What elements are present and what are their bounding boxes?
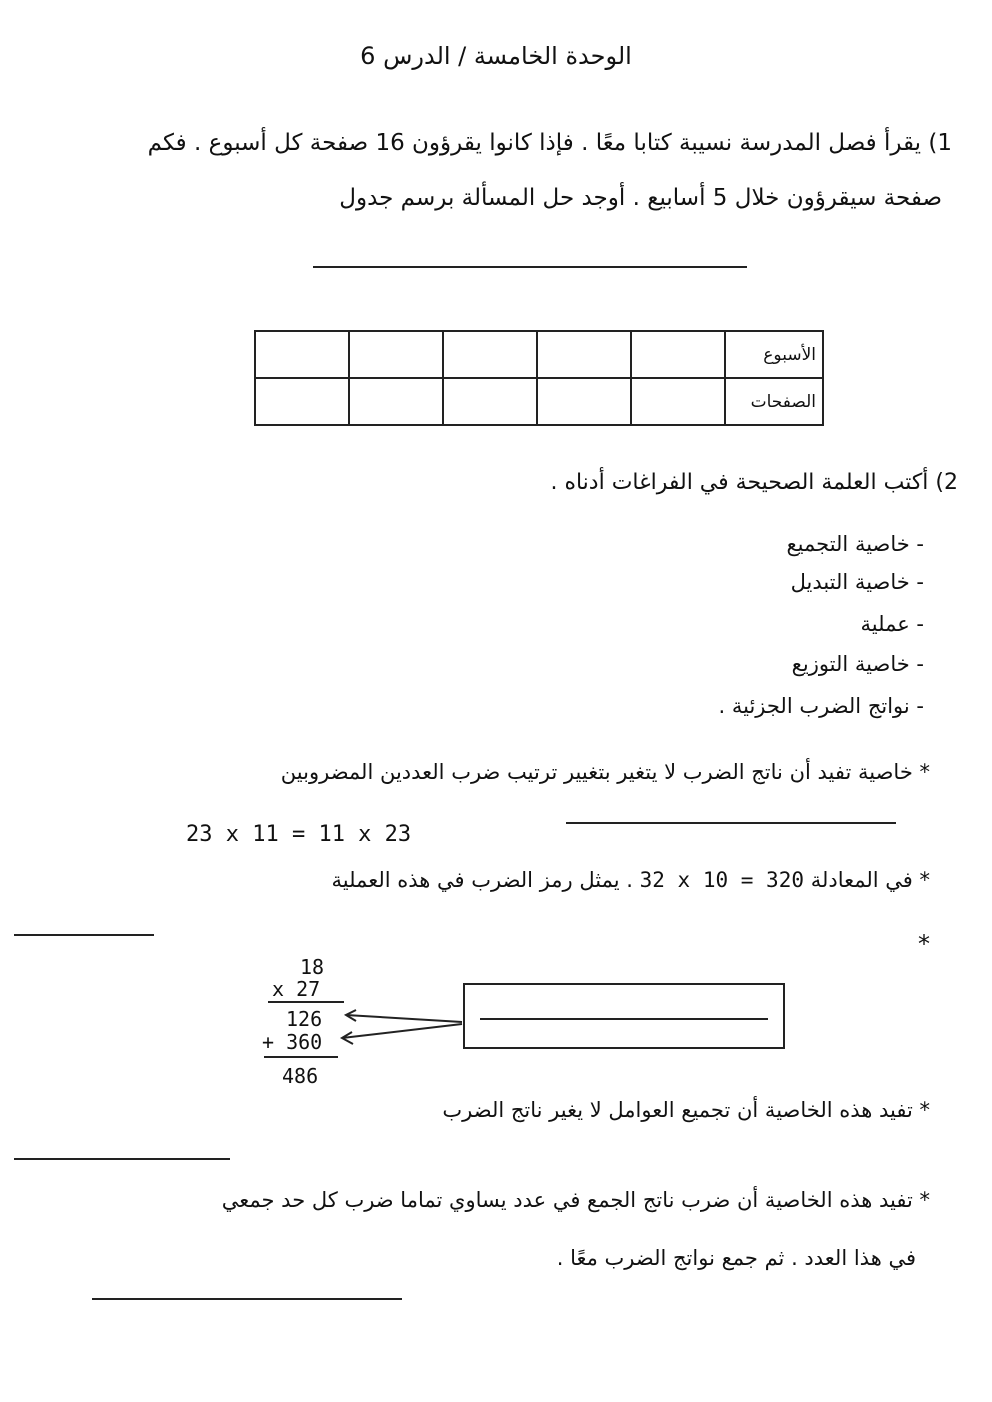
arrow-to-partial-1	[346, 1015, 462, 1022]
table-cell[interactable]	[255, 331, 349, 378]
row-label-pages: الصفحات	[725, 378, 823, 425]
item-distributive-line-1: * تفيد هذه الخاصية أن ضرب ناتج الجمع في عدد يساوي تماما ضرب كل حد جمعي	[221, 1188, 930, 1212]
table-cell[interactable]	[537, 331, 631, 378]
mult-result: 486	[282, 1064, 319, 1088]
item-associative-text: * تفيد هذه الخاصية أن تجميع العوامل لا يغير ناتج الضرب	[442, 1098, 930, 1122]
table-cell[interactable]	[631, 378, 725, 425]
answer-box-line	[480, 1018, 768, 1020]
item-operation-prefix: * في المعادلة	[810, 868, 930, 892]
question-1-line-1: 1) يقرأ فصل المدرسة نسيبة كتابا معًا . فإذا كانوا يقرؤون 16 صفحة كل أسبوع . فكم	[147, 130, 952, 156]
mult-partial-2: + 360	[262, 1030, 323, 1054]
table-cell[interactable]	[631, 331, 725, 378]
item-commutative-text: * خاصية تفيد أن ناتج الضرب لا يتغير بتغيير ترتيب ضرب العددين المضروبين	[280, 760, 930, 784]
table-row	[255, 378, 823, 425]
weeks-pages-table	[254, 330, 824, 426]
table-cell[interactable]	[443, 378, 537, 425]
answer-line-item-1	[566, 822, 896, 824]
option-commutative: - خاصية التبديل	[790, 570, 924, 594]
item-operation-suffix: . يمثل رمز الضرب في هذه العملية	[331, 868, 633, 892]
table-cell[interactable]	[349, 378, 443, 425]
option-partial-products: - نواتج الضرب الجزئية .	[718, 694, 924, 718]
arrows-graphic	[330, 1005, 470, 1050]
question-2-prompt: 2) أكتب العلمة الصحيحة في الفراغات أدناه .	[550, 470, 958, 495]
equation-operation: 32 x 10 = 320	[639, 868, 804, 892]
table-cell[interactable]	[443, 331, 537, 378]
item-3-star: *	[918, 930, 930, 958]
answer-box[interactable]	[463, 983, 785, 1049]
option-operation: - عملية	[860, 612, 924, 636]
table-cell[interactable]	[537, 378, 631, 425]
item-operation-text	[332, 868, 931, 892]
item-distributive-line-2: في هذا العدد . ثم جمع نواتج الضرب معًا .	[556, 1246, 916, 1270]
mult-multiplicand: 18	[300, 955, 325, 979]
mult-divider-1	[268, 1001, 344, 1003]
answer-line-q1	[313, 266, 747, 268]
option-distributive: - خاصية التوزيع	[791, 652, 924, 676]
mult-multiplier: x 27	[272, 977, 321, 1001]
table-row	[255, 331, 823, 378]
arrow-to-partial-2	[342, 1024, 462, 1038]
table-cell[interactable]	[255, 378, 349, 425]
question-1-line-2: صفحة سيقرؤون خلال 5 أسابيع . أوجد حل المسألة برسم جدول	[339, 185, 942, 211]
equation-commutative: 23 x 11 = 11 x 23	[186, 822, 412, 847]
row-label-weeks: الأسبوع	[725, 331, 823, 378]
answer-line-item-2	[14, 934, 154, 936]
mult-partial-1: 126	[286, 1007, 323, 1031]
mult-divider-2	[264, 1056, 338, 1058]
table-cell[interactable]	[349, 331, 443, 378]
answer-line-item-5	[92, 1298, 402, 1300]
answer-line-item-4	[14, 1158, 230, 1160]
page-title: الوحدة الخامسة / الدرس 6	[360, 42, 632, 70]
option-associative: - خاصية التجميع	[786, 532, 924, 556]
